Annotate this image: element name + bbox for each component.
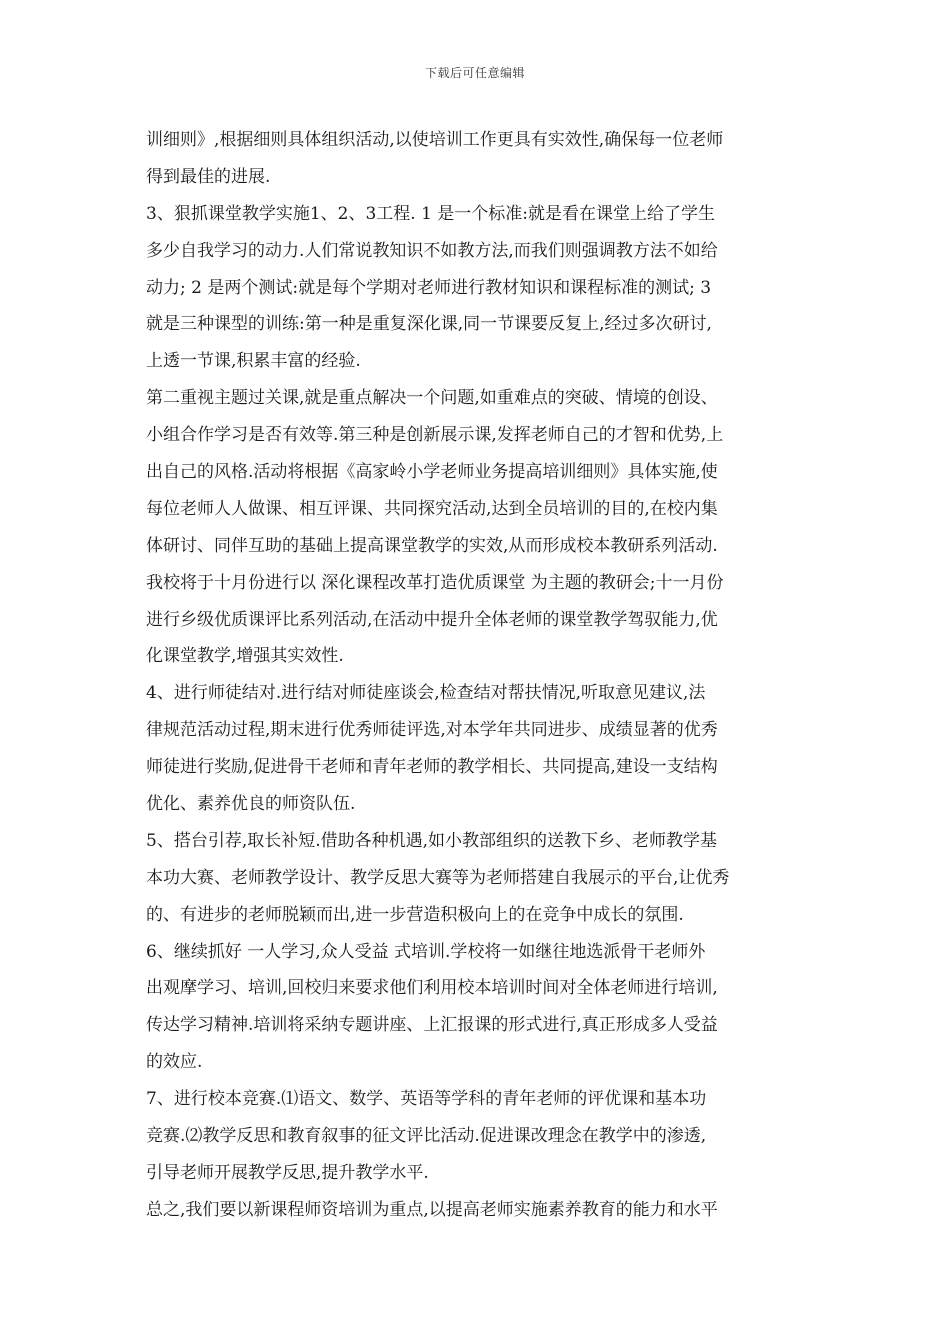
text-line: 总之,我们要以新课程师资培训为重点,以提高老师实施素养教育的能力和水平: [146, 1199, 718, 1220]
text-line: 引导老师开展教学反思,提升教学水平.: [146, 1162, 429, 1183]
text-line: 训细则》,根据细则具体组织活动,以使培训工作更具有实效性,确保每一位老师: [146, 130, 724, 150]
text-line: 进行乡级优质课评比系列活动,在活动中提升全体老师的课堂教学驾驭能力,优: [146, 609, 718, 630]
text-line: 小组合作学习是否有效等.第三种是创新展示课,发挥老师自己的才智和优势,上: [146, 425, 724, 446]
text-line: 优化、素养优良的师资队伍.: [146, 794, 356, 815]
text-line: 5、搭台引荐,取长补短.借助各种机遇,如小教部组织的送教下乡、老师教学基: [146, 830, 718, 851]
text-line: 3、狠抓课堂教学实施1、2、3工程. 1 是一个标准:就是看在课堂上给了学生: [146, 203, 716, 224]
text-line: 竞赛.⑵教学反思和教育叙事的征文评比活动.促进课改理念在教学中的渗透,: [146, 1126, 707, 1147]
text-line: 7、进行校本竞赛.⑴语文、数学、英语等学科的青年老师的评优课和基本功: [146, 1089, 707, 1110]
text-line: 每位老师人人做课、相互评课、共同探究活动,达到全员培训的目的,在校内集: [146, 498, 718, 519]
text-line: 4、进行师徒结对.进行结对师徒座谈会,检查结对帮扶情况,听取意见建议,法: [146, 683, 706, 704]
text-line: 我校将于十月份进行以 深化课程改革打造优质课堂 为主题的教研会;十一月份: [146, 572, 724, 593]
text-line: 就是三种课型的训练:第一种是重复深化课,同一节课要反复上,经过多次研讨,: [146, 314, 712, 335]
text-line: 上透一节课,积累丰富的经验.: [146, 351, 361, 372]
text-line: 动力; 2 是两个测试:就是每个学期对老师进行教材知识和课程标准的测试; 3: [146, 277, 712, 298]
text-line: 6、继续抓好 一人学习,众人受益 式培训.学校将一如继往地选派骨干老师外: [146, 941, 706, 962]
text-line: 第二重视主题过关课,就是重点解决一个问题,如重难点的突破、情境的创设、: [146, 388, 718, 409]
text-line: 出自己的风格.活动将根据《高家岭小学老师业务提高培训细则》具体实施,使: [146, 462, 718, 483]
text-line: 师徒进行奖励,促进骨干老师和青年老师的教学相长、共同提高,建设一支结构: [146, 757, 718, 778]
document-body: [146, 122, 812, 1229]
text-line: 化课堂教学,增强其实效性.: [146, 646, 344, 667]
text-line: 的、有进步的老师脱颖而出,进一步营造积极向上的在竞争中成长的氛围.: [146, 904, 684, 925]
text-line: 传达学习精神.培训将采纳专题讲座、上汇报课的形式进行,真正形成多人受益: [146, 1015, 718, 1036]
text-line: 得到最佳的进展.: [146, 166, 271, 187]
text-line: 多少自我学习的动力.人们常说教知识不如教方法,而我们则强调教方法不如给: [146, 240, 718, 261]
text-line: 出观摩学习、培训,回校归来要求他们利用校本培训时间对全体老师进行培训,: [146, 978, 718, 999]
page-header: 下载后可任意编辑: [424, 66, 525, 80]
text-line: 本功大赛、老师教学设计、教学反思大赛等为老师搭建自我展示的平台,让优秀: [146, 867, 730, 888]
text-line: 的效应.: [146, 1052, 203, 1073]
text-line: 体研讨、同伴互助的基础上提高课堂教学的实效,从而形成校本教研系列活动.: [146, 535, 718, 556]
text-line: 律规范活动过程,期末进行优秀师徒评选,对本学年共同进步、成绩显著的优秀: [146, 720, 718, 741]
